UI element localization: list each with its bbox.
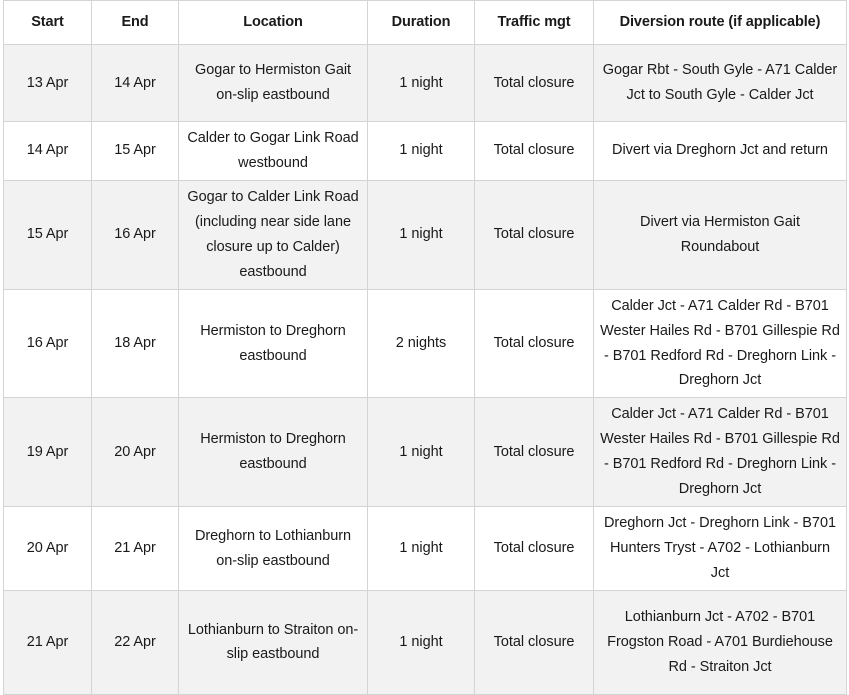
cell-location: Hermiston to Dreghorn eastbound [179,398,368,507]
column-header-traffic-mgt: Traffic mgt [475,1,594,45]
cell-location: Lothianburn to Straiton on-slip eastbound [179,590,368,694]
cell-start: 13 Apr [4,45,92,122]
table-header [4,1,847,45]
cell-diversion: Gogar Rbt - South Gyle - A71 Calder Jct to South Gyle - Calder Jct [594,45,847,122]
cell-traffic: Total closure [475,289,594,398]
table-row [4,507,847,591]
cell-start: 19 Apr [4,398,92,507]
table-header-row [4,1,847,45]
cell-end: 18 Apr [92,289,179,398]
cell-traffic: Total closure [475,398,594,507]
cell-traffic: Total closure [475,45,594,122]
cell-diversion: Calder Jct - A71 Calder Rd - B701 Wester Hailes Rd - B701 Gillespie Rd - B701 Redford Rd - Dreghorn Link - Dreghorn Jct [594,289,847,398]
cell-traffic: Total closure [475,180,594,289]
table-row [4,122,847,181]
cell-location: Gogar to Calder Link Road (including near side lane closure up to Calder) eastbound [179,180,368,289]
cell-start: 15 Apr [4,180,92,289]
table-row [4,45,847,122]
table-body [4,45,847,695]
cell-end: 16 Apr [92,180,179,289]
table-row [4,398,847,507]
cell-diversion: Lothianburn Jct - A702 - B701 Frogston Road - A701 Burdiehouse Rd - Straiton Jct [594,590,847,694]
cell-duration: 1 night [368,45,475,122]
column-header-end: End [92,1,179,45]
cell-location: Dreghorn to Lothianburn on-slip eastbound [179,507,368,591]
cell-diversion: Calder Jct - A71 Calder Rd - B701 Wester Hailes Rd - B701 Gillespie Rd - B701 Redford Rd - Dreghorn Link - Dreghorn Jct [594,398,847,507]
cell-location: Hermiston to Dreghorn eastbound [179,289,368,398]
column-header-location: Location [179,1,368,45]
cell-start: 16 Apr [4,289,92,398]
table-row [4,180,847,289]
cell-start: 21 Apr [4,590,92,694]
cell-duration: 1 night [368,180,475,289]
cell-start: 14 Apr [4,122,92,181]
table-row [4,289,847,398]
cell-duration: 1 night [368,590,475,694]
column-header-start: Start [4,1,92,45]
cell-diversion: Divert via Dreghorn Jct and return [594,122,847,181]
cell-location: Gogar to Hermiston Gait on-slip eastbound [179,45,368,122]
cell-end: 14 Apr [92,45,179,122]
cell-duration: 1 night [368,507,475,591]
cell-end: 20 Apr [92,398,179,507]
cell-diversion: Divert via Hermiston Gait Roundabout [594,180,847,289]
cell-traffic: Total closure [475,507,594,591]
column-header-diversion-route: Diversion route (if applicable) [594,1,847,45]
roadworks-closure-table [3,0,847,695]
cell-end: 15 Apr [92,122,179,181]
cell-duration: 1 night [368,398,475,507]
cell-traffic: Total closure [475,590,594,694]
cell-diversion: Dreghorn Jct - Dreghorn Link - B701 Hunters Tryst - A702 - Lothianburn Jct [594,507,847,591]
cell-end: 22 Apr [92,590,179,694]
cell-duration: 1 night [368,122,475,181]
cell-end: 21 Apr [92,507,179,591]
cell-duration: 2 nights [368,289,475,398]
cell-start: 20 Apr [4,507,92,591]
cell-traffic: Total closure [475,122,594,181]
column-header-duration: Duration [368,1,475,45]
cell-location: Calder to Gogar Link Road westbound [179,122,368,181]
table-row [4,590,847,694]
